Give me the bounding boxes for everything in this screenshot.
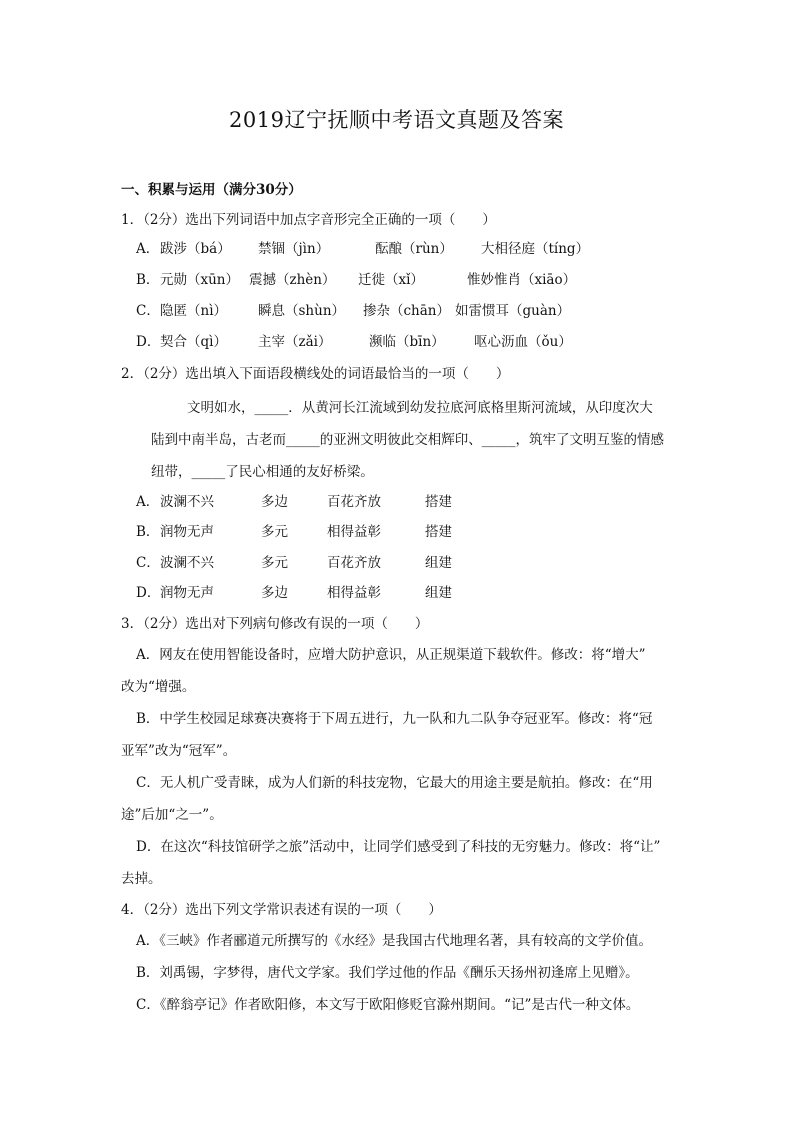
- question-2-stem: 2．（2分）选出填入下面语段横线处的词语最恰当的一项（ ）: [121, 366, 510, 382]
- option-word-3: 濒临（bīn）: [369, 334, 445, 350]
- option-word-4: 呕心沥血（ǒu）: [474, 334, 572, 350]
- option-letter: D．: [136, 334, 161, 350]
- option-letter: D．: [136, 585, 161, 601]
- question-4-stem: 4．（2分）选出下列文学常识表述有误的一项（ ）: [121, 902, 442, 918]
- option-a: A．《三峡》作者郦道元所撰写的《水经》是我国古代地理名著，具有较高的文学价值。: [136, 933, 652, 949]
- option-word-4: 惟妙惟肖（xiāo）: [467, 272, 577, 288]
- question-3-stem: 3．（2分）选出对下列病句修改有误的一项（ ）: [121, 616, 429, 632]
- option-word-2: 多元: [261, 524, 288, 540]
- option-letter: B．: [136, 272, 160, 288]
- option-word-4: 如雷惯耳（guàn）: [455, 303, 571, 319]
- option-c: C．《醉翁亭记》作者欧阳修，本文写于欧阳修贬官滁州期间。“记”是古代一种文体。: [136, 997, 640, 1013]
- option-word-4: 组建: [425, 555, 452, 571]
- option-word-3: 酝酿（rùn）: [375, 241, 453, 257]
- passage-line: 纽带，_____了民心相通的友好桥梁。: [151, 464, 374, 480]
- option-word-3: 迁徙（xǐ）: [358, 272, 424, 288]
- option-word-4: 组建: [425, 585, 452, 601]
- option-word-2: 瞬息（shùn）: [258, 303, 346, 319]
- option-a-line-2: 改为“增强。: [121, 679, 196, 695]
- option-word-1: 契合（qì）: [160, 334, 227, 350]
- page-title: 2019辽宁抚顺中考语文真题及答案: [229, 108, 564, 132]
- option-word-2: 多边: [261, 494, 288, 510]
- option-word-3: 百花齐放: [327, 494, 381, 510]
- question-1-stem: 1．（2分）选出下列词语中加点字音形完全正确的一项（ ）: [121, 212, 496, 228]
- option-word-1: 润物无声: [160, 524, 214, 540]
- option-letter: B．: [136, 524, 160, 540]
- option-letter: A．: [136, 241, 160, 257]
- option-word-2: 禁锢（jìn）: [258, 241, 330, 257]
- option-word-3: 相得益彰: [327, 585, 381, 601]
- option-d-line-1: D．在这次“科技馆研学之旅”活动中，让同学们感受到了科技的无穷魅力。修改：将“让”: [136, 839, 661, 855]
- option-word-1: 润物无声: [160, 585, 214, 601]
- option-b-line-2: 亚军”改为“冠军”。: [121, 743, 237, 759]
- option-word-3: 掺杂（chān）: [363, 303, 450, 319]
- option-letter: A．: [136, 494, 160, 510]
- option-word-1: 波澜不兴: [160, 494, 214, 510]
- option-b: B．刘禹锡，字梦得，唐代文学家。我们学过他的作品《酬乐天扬州初逢席上见赠》。: [136, 965, 639, 981]
- option-c-line-1: C．无人机广受青睐，成为人们新的科技宠物，它最大的用途主要是航拍。修改：在“用: [136, 775, 653, 791]
- option-d-line-2: 去掉。: [121, 871, 162, 887]
- option-word-1: 隐匿（nì）: [160, 303, 228, 319]
- option-word-4: 大相径庭（tíng）: [481, 241, 590, 257]
- option-c-line-2: 途”后加“之一”。: [121, 807, 223, 823]
- option-word-2: 主宰（zǎi）: [258, 334, 332, 350]
- option-letter: C．: [136, 555, 160, 571]
- option-word-1: 波澜不兴: [160, 555, 214, 571]
- option-word-2: 多元: [261, 555, 288, 571]
- option-a-line-1: A．网友在使用智能设备时，应增大防护意识，从正规渠道下载软件。修改：将“增大”: [136, 647, 646, 663]
- option-word-3: 相得益彰: [327, 524, 381, 540]
- option-letter: C．: [136, 303, 160, 319]
- passage-line: 陆到中南半岛，古老而_____的亚洲文明彼此交相辉印、_____，筑牢了文明互鉴的情感: [151, 432, 664, 448]
- section-heading: 一、积累与运用（满分30分）: [121, 182, 302, 198]
- option-b-line-1: B．中学生校园足球赛决赛将于下周五进行，九一队和九二队争夺冠亚军。修改：将“冠: [136, 711, 653, 727]
- option-word-2: 多边: [261, 585, 288, 601]
- option-word-2: 震撼（zhèn）: [249, 272, 336, 288]
- option-word-1: 跋涉（bá）: [160, 241, 231, 257]
- passage-line: 文明如水，_____．从黄河长江流域到幼发拉底河底格里斯河流域，从印度次大: [187, 400, 653, 416]
- option-word-4: 搭建: [425, 524, 452, 540]
- option-word-1: 元勋（xūn）: [160, 272, 240, 288]
- option-word-4: 搭建: [425, 494, 452, 510]
- option-word-3: 百花齐放: [327, 555, 381, 571]
